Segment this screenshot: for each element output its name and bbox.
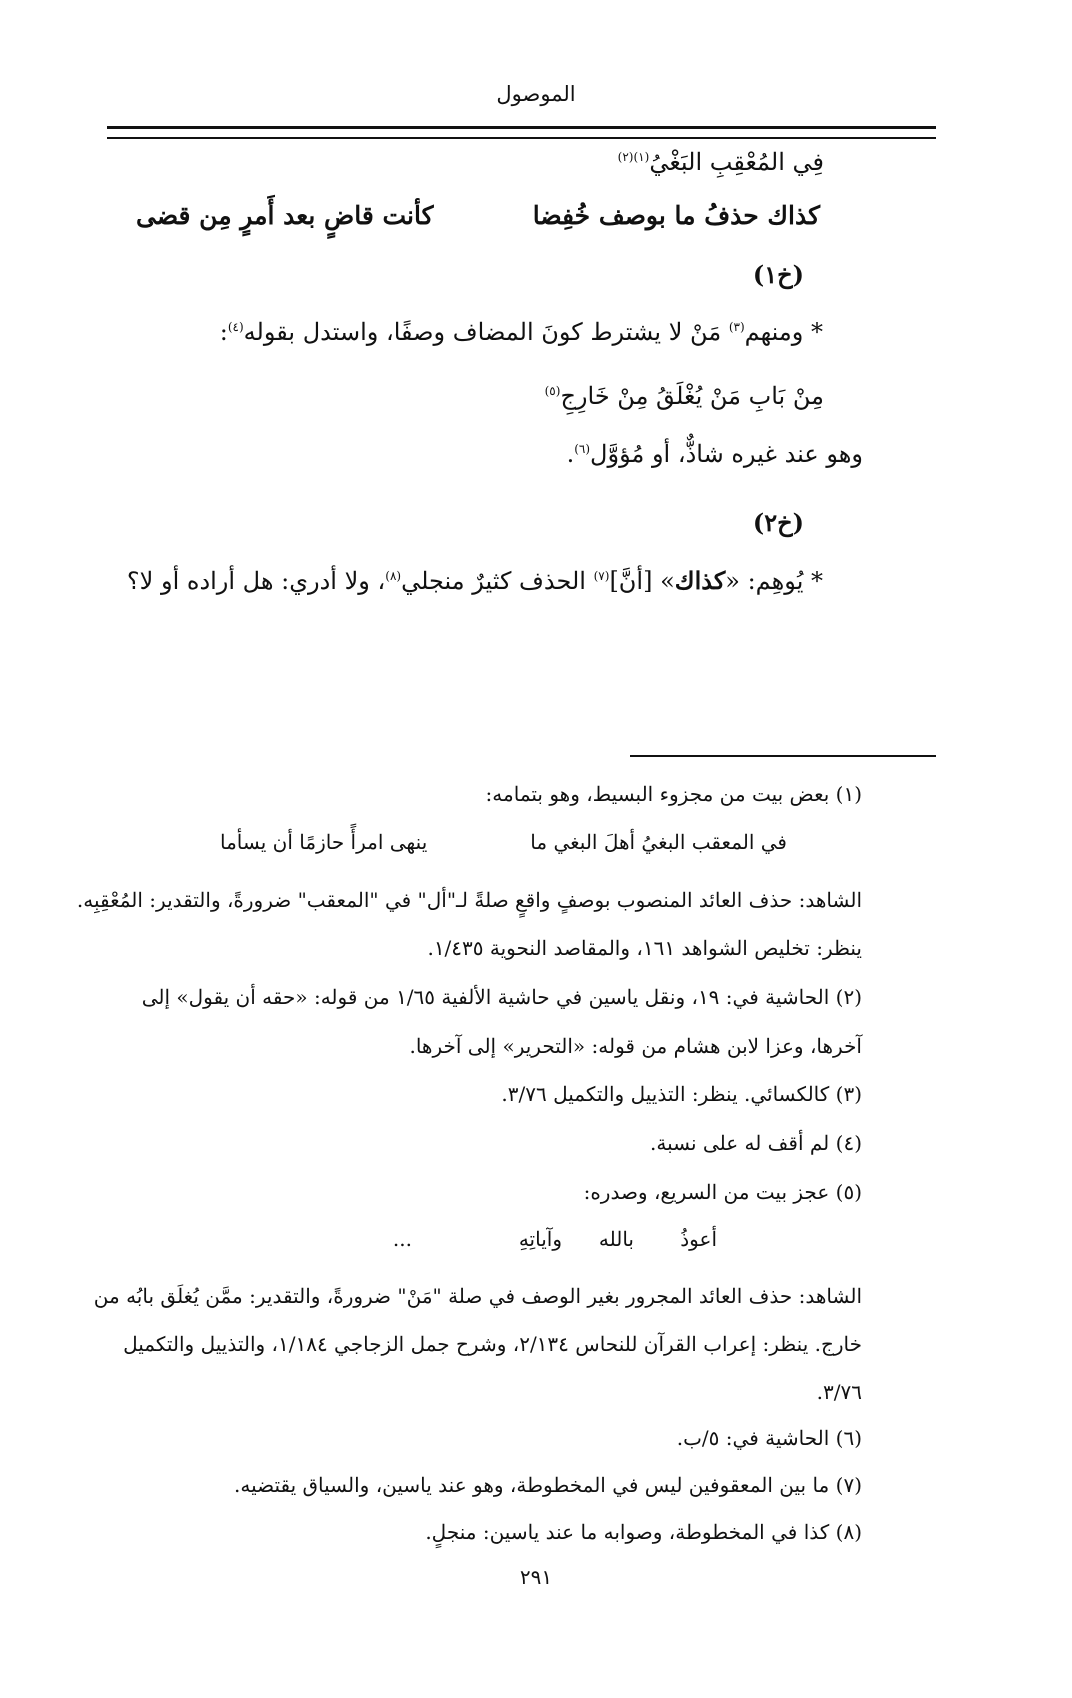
running-header-title: الموصول: [496, 82, 576, 106]
paragraph-3: [127, 566, 823, 595]
footnote-separator: [630, 755, 936, 757]
paragraph-3-c: الحذف كثيرٌ منجلي: [401, 567, 594, 595]
verse-fragment-2: [545, 382, 824, 410]
paragraph-1-start: * ومنهم: [744, 318, 823, 346]
paragraph-2: [567, 440, 863, 468]
footnote-1-line-1: (١) بعض بيت من مجزوء البسيط، وهو بتمامه:: [485, 782, 862, 806]
footnote-ref: (١)(٢): [617, 150, 650, 164]
footnote-ref: (٥): [544, 384, 561, 398]
footnote-ref: (٧): [593, 569, 610, 583]
footnote-ref: (٨): [385, 569, 402, 583]
page-number: ٢٩١: [519, 1565, 553, 1589]
footnote-1-verse-right: في المعقب البغيُ أهلَ البغي ما: [530, 830, 787, 854]
footnote-8: (٨) كذا في المخطوطة، وصوابه ما عند ياسين: منجلٍ.: [425, 1520, 862, 1544]
footnote-1-line-3: ينظر: تخليص الشواهد ١٦١، والمقاصد النحوية ١/٤٣٥.: [427, 936, 862, 960]
footnote-5-verse-word-3: وآياتِهِ: [518, 1227, 562, 1251]
footnote-5-line-4: ٣/٧٦.: [816, 1380, 862, 1404]
footnote-4: (٤) لم أقف له على نسبة.: [650, 1131, 862, 1155]
footnote-3: (٣) كالكسائي. ينظر: التذييل والتكميل ٣/٧٦.: [501, 1082, 862, 1106]
header-rule-thin: [107, 137, 936, 139]
footnote-1-line-2: الشاهد: حذف العائد المنصوب بوصفٍ واقعٍ صلةً لـ"أل" في "المعقب" ضرورةً، والتقدير: المُعْقِبِه.: [76, 888, 862, 912]
section-heading-2: (خ٢): [752, 508, 804, 537]
paragraph-2-end: .: [566, 440, 575, 468]
footnote-5-line-3: خارج. ينظر: إعراب القرآن للنحاس ٢/١٣٤، وشرح جمل الزجاجي ١/١٨٤، والتذييل والتكميل: [123, 1332, 862, 1356]
poem-hemistich-right: كذاك حذفُ ما بوصف خُفِضا: [532, 201, 820, 230]
footnote-2-line-1: (٢) الحاشية في: ١٩، ونقل ياسين في حاشية الألفية ١/٦٥ من قوله: «حقه أن يقول» إلى: [141, 985, 862, 1009]
footnote-7: (٧) ما بين المعقوفين ليس في المخطوطة، وهو عند ياسين، والسياق يقتضيه.: [234, 1473, 862, 1497]
footnote-ref: (٣): [728, 320, 745, 334]
footnote-5-verse-word-1: أعوذُ: [680, 1227, 717, 1251]
footnote-5-verse-ellipsis: ...: [392, 1227, 412, 1251]
quoted-keyword: كذاك: [674, 566, 726, 595]
footnote-ref: (٤): [227, 320, 244, 334]
paragraph-1-end: :: [219, 318, 228, 346]
verse-fragment-1: [618, 148, 824, 176]
footnote-5-verse-word-2: بالله: [598, 1227, 634, 1251]
footnote-ref: (٦): [574, 442, 591, 456]
poem-hemistich-left: كأنت قاضٍ بعد أَمرٍ مِن قضى: [136, 201, 434, 230]
footnote-5-line-1: (٥) عجز بيت من السريع، وصدره:: [583, 1180, 862, 1204]
section-heading-1: (خ١): [752, 260, 804, 289]
paragraph-1: [220, 318, 823, 346]
verse-fragment-1-text: فِي المُعْقِبِ البَغْيُ: [649, 148, 824, 176]
paragraph-1-mid: مَنْ لا يشترط كونَ المضاف وصفًا، واستدل بقوله: [243, 318, 729, 346]
header-rule-thick: [107, 126, 936, 129]
footnote-1-verse-left: ينهى امرأً حازمًا أن يسأما: [220, 830, 428, 854]
paragraph-3-a: * يُوهِم: «: [725, 567, 823, 595]
footnote-5-line-2: الشاهد: حذف العائد المجرور بغير الوصف في صلة "مَنْ" ضرورةً، والتقدير: ممَّن يُغلَق بابُه من: [93, 1284, 862, 1308]
paragraph-2-start: وهو عند غيره شاذٌّ، أو مُؤوَّل: [590, 440, 863, 468]
paragraph-3-d: ، ولا أدري: هل أراده أو لا؟: [126, 567, 386, 595]
footnote-6: (٦) الحاشية في: ٥/ب.: [676, 1426, 862, 1450]
verse-fragment-2-text: مِنْ بَابِ مَنْ يُغْلَقُ مِنْ خَارِجِ: [560, 382, 824, 410]
paragraph-3-b: » [أنَّ]: [609, 567, 675, 595]
footnote-2-line-2: آخرها، وعزا لابن هشام من قوله: «التحرير» إلى آخرها.: [409, 1034, 862, 1058]
